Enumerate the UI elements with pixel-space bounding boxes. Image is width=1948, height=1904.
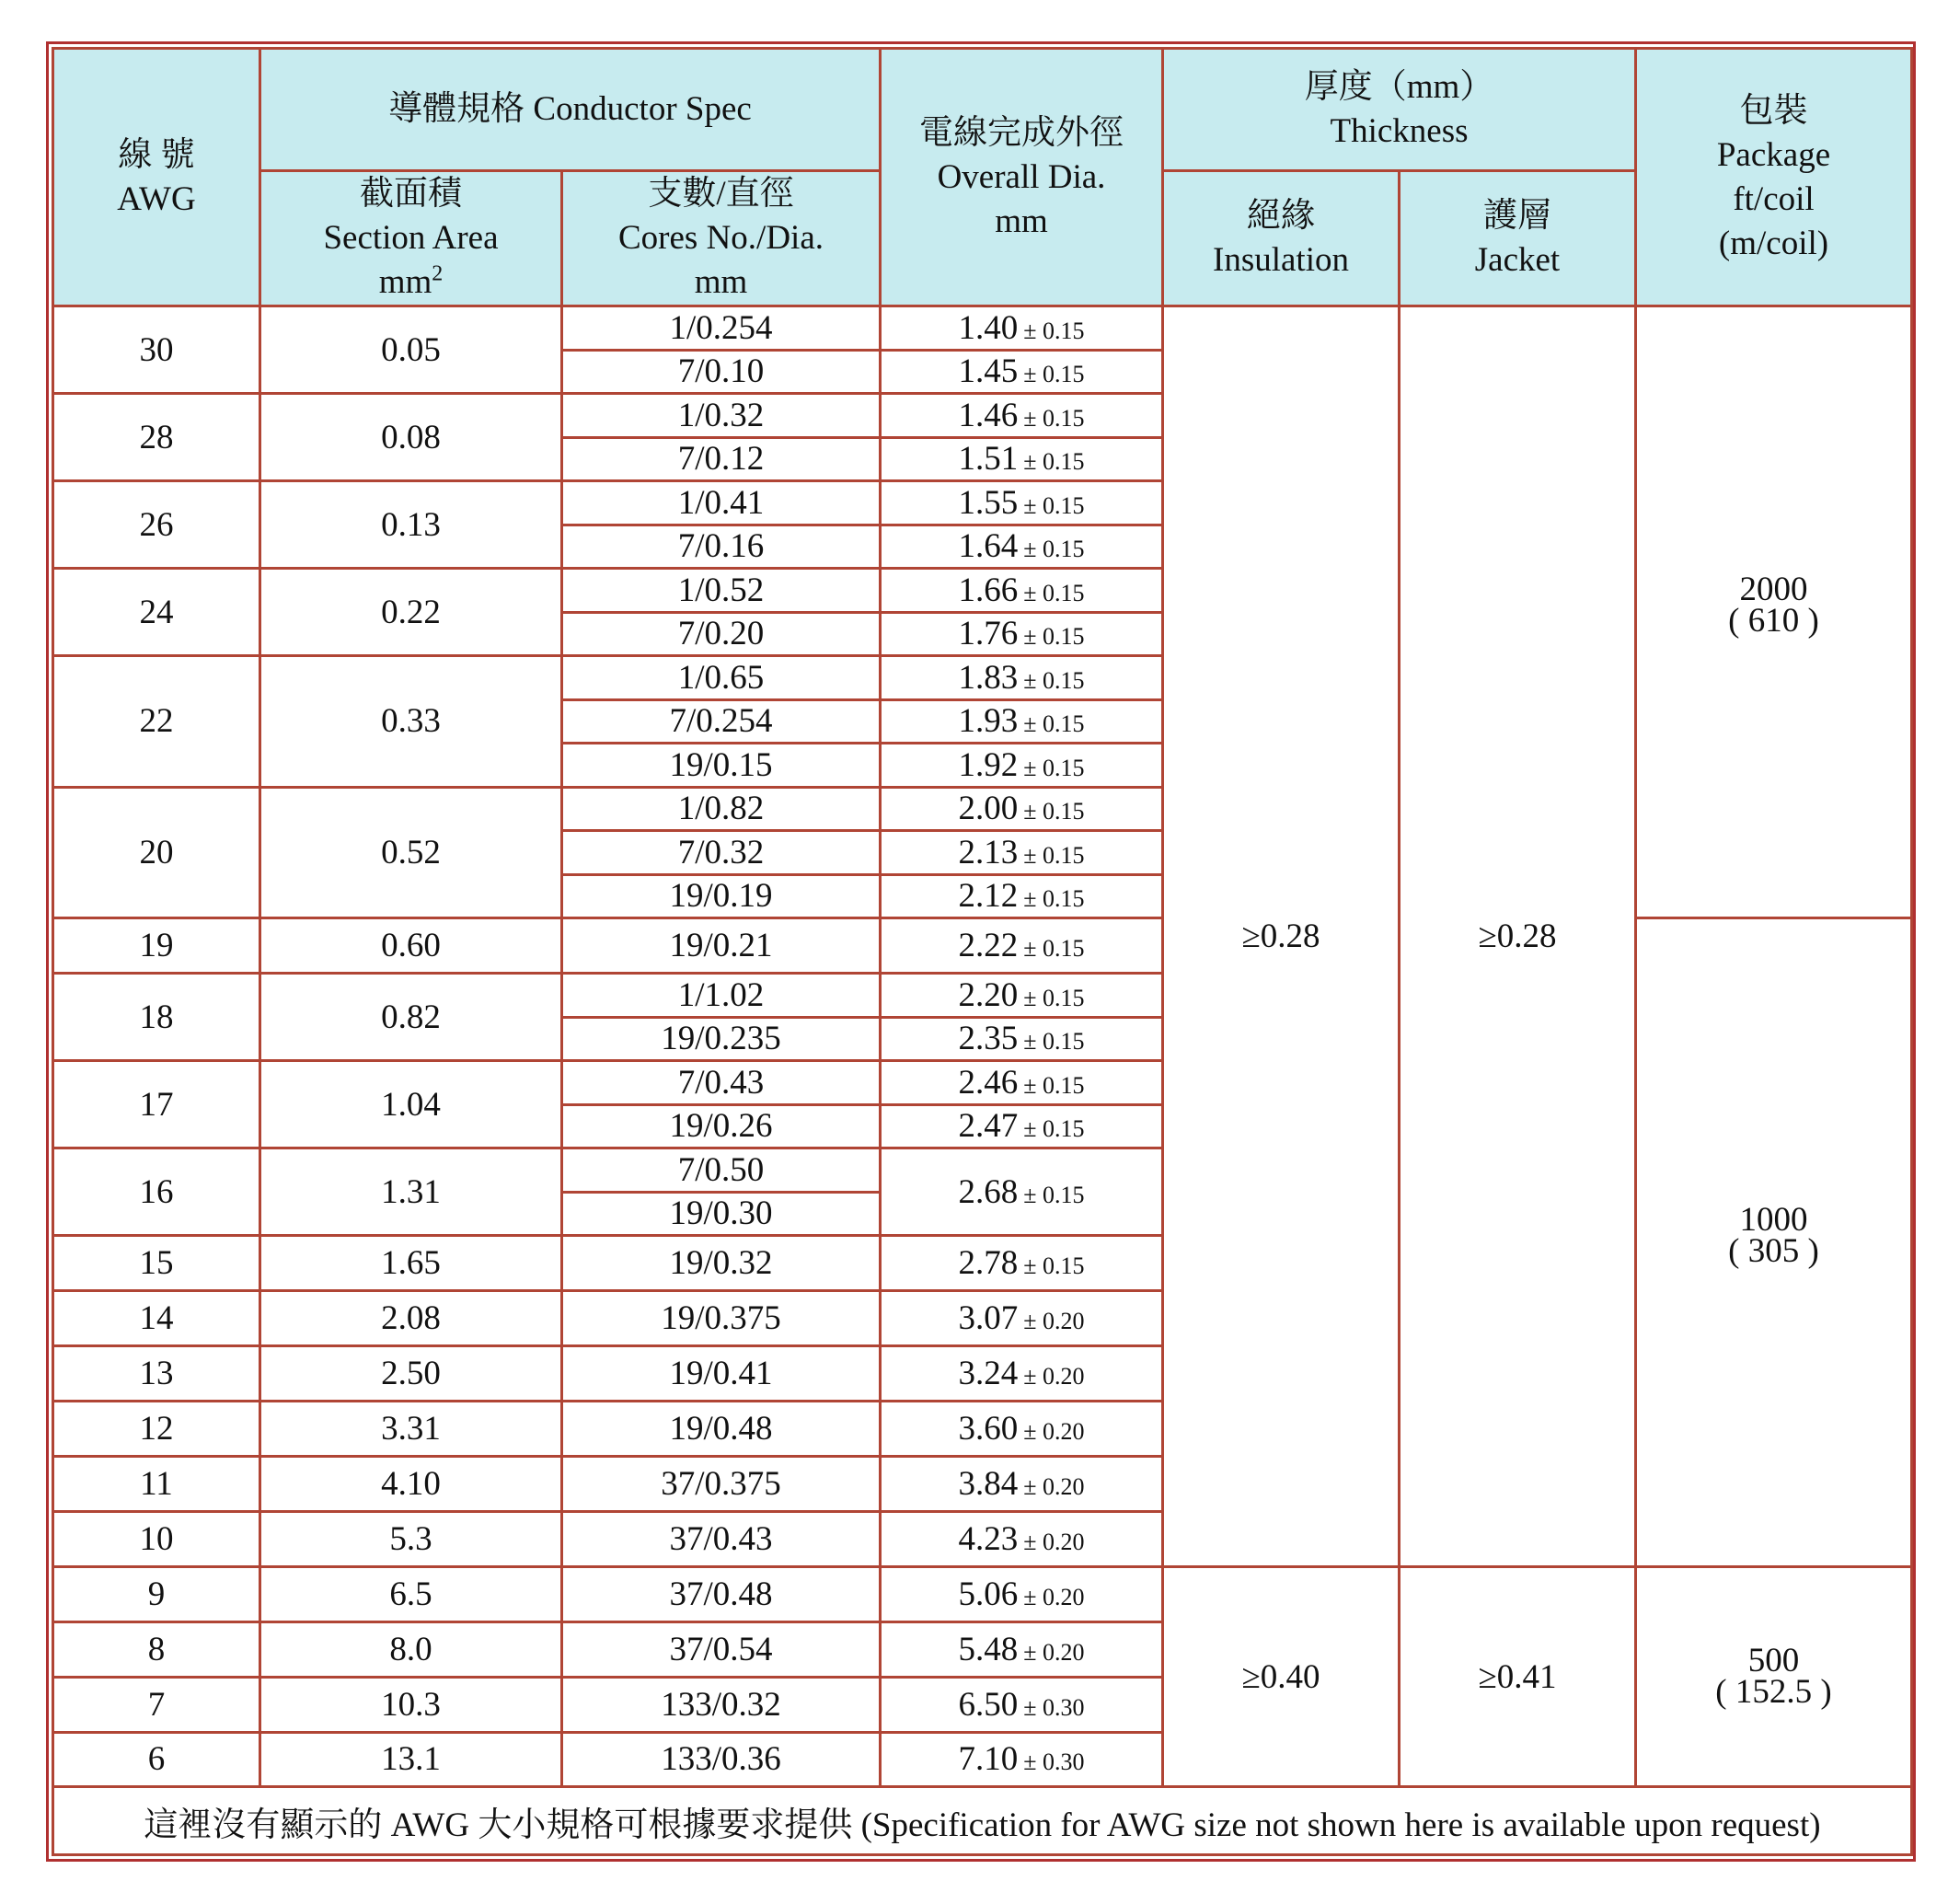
dia-tolerance: ± 0.20 (1023, 1417, 1085, 1445)
thickness-header-en: Thickness (1330, 112, 1469, 150)
insulation-cell: ≥0.28 (1163, 306, 1400, 1567)
overall-dia-cell (881, 1511, 1163, 1566)
package-header-unit2: (m/coil) (1718, 224, 1829, 262)
insulation-header (1163, 171, 1400, 306)
dia-value: 5.06 (958, 1575, 1019, 1613)
insulation-header-cn: 絕緣 (1247, 197, 1315, 235)
cores-header-en: Cores No./Dia. (618, 219, 824, 257)
package-cell (1636, 918, 1912, 1567)
table-row (53, 1566, 1912, 1621)
awg-cell: 22 (53, 656, 260, 788)
cores-cell: 133/0.36 (562, 1732, 881, 1787)
awg-cell: 13 (53, 1346, 260, 1402)
overall-dia-cell (881, 1104, 1163, 1148)
cores-cell: 7/0.32 (562, 831, 881, 875)
footnote: 這裡沒有顯示的 AWG 大小規格可根據要求提供 (Specification for AWG size not shown here is available upon request) (53, 1787, 1912, 1855)
awg-cell: 18 (53, 974, 260, 1061)
dia-tolerance: ± 0.15 (1023, 885, 1085, 913)
awg-cell: 20 (53, 787, 260, 918)
thickness-header-cn: 厚度（mm） (1304, 68, 1494, 106)
awg-cell: 26 (53, 481, 260, 569)
overall-dia-cell (881, 481, 1163, 525)
dia-tolerance: ± 0.30 (1023, 1748, 1085, 1776)
jacket-header-cn: 護層 (1483, 197, 1551, 235)
section-area-cell: 0.13 (260, 481, 562, 569)
section-area-cell: 0.05 (260, 306, 562, 394)
awg-cell: 9 (53, 1566, 260, 1621)
dia-value: 3.24 (958, 1355, 1019, 1393)
overall-dia-cell (881, 394, 1163, 438)
cores-cell: 19/0.15 (562, 744, 881, 788)
section-area-cell: 5.3 (260, 1511, 562, 1566)
section-area-cell: 1.31 (260, 1148, 562, 1236)
awg-cell: 28 (53, 394, 260, 481)
awg-header-en: AWG (117, 179, 196, 218)
dia-tolerance: ± 0.20 (1023, 1583, 1085, 1610)
overall-dia-cell (881, 437, 1163, 481)
wire-spec-table (52, 47, 1913, 1856)
table-body (53, 306, 1912, 1855)
overall-dia-cell (881, 1061, 1163, 1105)
dia-tolerance: ± 0.15 (1023, 536, 1085, 563)
section-area-cell: 3.31 (260, 1402, 562, 1457)
awg-cell: 14 (53, 1291, 260, 1346)
overall-dia-cell (881, 1236, 1163, 1291)
cores-header (562, 171, 881, 306)
dia-tolerance: ± 0.15 (1023, 1252, 1085, 1280)
dia-tolerance: ± 0.15 (1023, 448, 1085, 476)
dia-tolerance: ± 0.15 (1023, 361, 1085, 388)
section-area-cell: 6.5 (260, 1566, 562, 1621)
cores-cell: 7/0.20 (562, 612, 881, 656)
package-header-en: Package (1716, 135, 1831, 174)
package-ft: 1000 (1739, 1201, 1808, 1240)
dia-tolerance: ± 0.15 (1023, 841, 1085, 869)
dia-value: 2.46 (958, 1063, 1019, 1102)
conductor-header: 導體規格 Conductor Spec (260, 49, 881, 171)
cores-header-unit: mm (694, 263, 748, 301)
dia-value: 2.78 (958, 1244, 1019, 1283)
section-area-cell: 13.1 (260, 1732, 562, 1787)
awg-cell: 10 (53, 1511, 260, 1566)
dia-tolerance: ± 0.20 (1023, 1472, 1085, 1500)
dia-tolerance: ± 0.15 (1023, 1181, 1085, 1208)
table-row (53, 306, 1912, 351)
dia-tolerance: ± 0.15 (1023, 1028, 1085, 1056)
section-header-cn: 截面積 (360, 175, 462, 213)
awg-header (53, 49, 260, 306)
dia-value: 2.13 (958, 833, 1019, 871)
overall-dia-cell (881, 1346, 1163, 1402)
cores-cell: 1/0.41 (562, 481, 881, 525)
overall-dia-cell (881, 744, 1163, 788)
dia-value: 3.84 (958, 1464, 1019, 1503)
section-area-cell: 2.08 (260, 1291, 562, 1346)
cores-cell: 7/0.50 (562, 1148, 881, 1193)
dia-value: 1.83 (958, 658, 1019, 697)
dia-tolerance: ± 0.15 (1023, 317, 1085, 344)
dia-tolerance: ± 0.15 (1023, 491, 1085, 519)
overall-dia-cell (881, 350, 1163, 394)
dia-value: 1.93 (958, 702, 1019, 741)
section-area-cell: 0.08 (260, 394, 562, 481)
package-ft: 500 (1747, 1642, 1800, 1680)
dia-value: 3.07 (958, 1299, 1019, 1338)
dia-value: 3.60 (958, 1409, 1019, 1448)
section-area-cell: 0.82 (260, 974, 562, 1061)
overall-dia-cell (881, 1291, 1163, 1346)
section-header-unit (261, 260, 560, 305)
overall-dia-cell (881, 656, 1163, 700)
cores-cell: 19/0.48 (562, 1402, 881, 1457)
jacket-header (1400, 171, 1636, 306)
overall-dia-cell (881, 1017, 1163, 1061)
dia-value: 1.40 (958, 308, 1019, 347)
package-header (1636, 49, 1912, 306)
dia-value: 6.50 (958, 1685, 1019, 1724)
section-area-cell: 0.52 (260, 787, 562, 918)
dia-value: 1.45 (958, 352, 1019, 391)
section-area-cell: 1.04 (260, 1061, 562, 1148)
dia-tolerance: ± 0.20 (1023, 1528, 1085, 1555)
section-area-cell: 2.50 (260, 1346, 562, 1402)
awg-cell: 16 (53, 1148, 260, 1236)
cores-cell: 7/0.16 (562, 525, 881, 569)
dia-value: 2.22 (958, 927, 1019, 965)
dia-tolerance: ± 0.15 (1023, 935, 1085, 963)
overall-dia-cell (881, 306, 1163, 351)
cores-cell: 7/0.12 (562, 437, 881, 481)
dia-value: 1.66 (958, 571, 1019, 609)
jacket-cell: ≥0.28 (1400, 306, 1636, 1567)
overall-dia-cell (881, 918, 1163, 974)
overall-dia-cell (881, 974, 1163, 1018)
dia-value: 2.68 (958, 1172, 1019, 1211)
package-m: ( 610 ) (1728, 602, 1819, 640)
dia-value: 2.00 (958, 790, 1019, 828)
jacket-cell: ≥0.41 (1400, 1566, 1636, 1787)
cores-cell: 37/0.43 (562, 1511, 881, 1566)
overall-header-cn: 電線完成外徑 (919, 113, 1124, 152)
package-cell (1636, 306, 1912, 918)
thickness-header (1163, 49, 1636, 171)
awg-cell: 8 (53, 1621, 260, 1677)
dia-tolerance: ± 0.30 (1023, 1693, 1085, 1721)
dia-value: 1.92 (958, 745, 1019, 784)
section-area-cell: 1.65 (260, 1236, 562, 1291)
dia-value: 1.76 (958, 615, 1019, 653)
section-area-cell: 8.0 (260, 1621, 562, 1677)
cores-cell: 7/0.43 (562, 1061, 881, 1105)
awg-cell: 30 (53, 306, 260, 394)
section-unit-sup: 2 (432, 261, 444, 286)
dia-tolerance: ± 0.15 (1023, 666, 1085, 694)
overall-dia-cell (881, 525, 1163, 569)
dia-tolerance: ± 0.20 (1023, 1363, 1085, 1390)
dia-tolerance: ± 0.15 (1023, 754, 1085, 781)
cores-cell: 37/0.54 (562, 1621, 881, 1677)
overall-header-unit: mm (995, 202, 1048, 240)
cores-cell: 1/0.82 (562, 787, 881, 831)
awg-cell: 24 (53, 569, 260, 656)
overall-dia-cell (881, 1148, 1163, 1236)
insulation-cell: ≥0.40 (1163, 1566, 1400, 1787)
dia-tolerance: ± 0.15 (1023, 984, 1085, 1011)
section-area-cell: 4.10 (260, 1456, 562, 1511)
awg-cell: 7 (53, 1677, 260, 1732)
overall-dia-cell (881, 1402, 1163, 1457)
package-m: ( 305 ) (1728, 1232, 1819, 1271)
overall-dia-cell (881, 787, 1163, 831)
overall-dia-cell (881, 831, 1163, 875)
dia-tolerance: ± 0.15 (1023, 579, 1085, 606)
overall-header (881, 49, 1163, 306)
awg-cell: 19 (53, 918, 260, 974)
dia-value: 7.10 (958, 1740, 1019, 1779)
jacket-header-en: Jacket (1474, 241, 1561, 279)
cores-cell: 37/0.375 (562, 1456, 881, 1511)
dia-value: 1.55 (958, 483, 1019, 522)
cores-cell: 19/0.26 (562, 1104, 881, 1148)
section-area-header (260, 171, 562, 306)
overall-dia-cell (881, 1456, 1163, 1511)
package-cell (1636, 1566, 1912, 1787)
cores-cell: 19/0.41 (562, 1346, 881, 1402)
dia-tolerance: ± 0.15 (1023, 1115, 1085, 1143)
cores-cell: 1/0.254 (562, 306, 881, 351)
awg-cell: 12 (53, 1402, 260, 1457)
dia-tolerance: ± 0.20 (1023, 1308, 1085, 1335)
section-area-cell: 0.60 (260, 918, 562, 974)
cores-cell: 19/0.235 (562, 1017, 881, 1061)
cores-cell: 1/1.02 (562, 974, 881, 1018)
overall-dia-cell (881, 874, 1163, 918)
dia-tolerance: ± 0.15 (1023, 1071, 1085, 1099)
awg-cell: 15 (53, 1236, 260, 1291)
cores-cell: 1/0.32 (562, 394, 881, 438)
overall-dia-cell (881, 1677, 1163, 1732)
awg-cell: 11 (53, 1456, 260, 1511)
section-header-en: Section Area (323, 219, 499, 257)
overall-dia-cell (881, 699, 1163, 744)
cores-cell: 1/0.52 (562, 569, 881, 613)
cores-cell: 19/0.375 (562, 1291, 881, 1346)
dia-value: 5.48 (958, 1630, 1019, 1668)
dia-value: 2.35 (958, 1020, 1019, 1058)
dia-value: 1.51 (958, 440, 1019, 479)
awg-cell: 17 (53, 1061, 260, 1148)
overall-dia-cell (881, 1621, 1163, 1677)
dia-tolerance: ± 0.15 (1023, 623, 1085, 651)
dia-tolerance: ± 0.15 (1023, 710, 1085, 738)
package-header-cn: 包裝 (1739, 91, 1808, 130)
note-row (53, 1787, 1912, 1855)
cores-cell: 133/0.32 (562, 1677, 881, 1732)
dia-value: 1.64 (958, 527, 1019, 566)
cores-cell: 19/0.32 (562, 1236, 881, 1291)
awg-header-cn: 線 號 (118, 135, 195, 174)
dia-value: 2.12 (958, 877, 1019, 916)
dia-value: 2.20 (958, 975, 1019, 1014)
cores-cell: 1/0.65 (562, 656, 881, 700)
insulation-header-en: Insulation (1213, 241, 1349, 279)
cores-cell: 19/0.21 (562, 918, 881, 974)
overall-dia-cell (881, 612, 1163, 656)
section-area-cell: 0.22 (260, 569, 562, 656)
cores-cell: 7/0.254 (562, 699, 881, 744)
cores-header-cn: 支數/直徑 (648, 175, 794, 213)
section-area-cell: 0.33 (260, 656, 562, 788)
overall-dia-cell (881, 569, 1163, 613)
cores-cell: 7/0.10 (562, 350, 881, 394)
cores-cell: 37/0.48 (562, 1566, 881, 1621)
overall-header-en: Overall Dia. (937, 157, 1106, 196)
package-m: ( 152.5 ) (1715, 1673, 1832, 1712)
cores-cell: 19/0.19 (562, 874, 881, 918)
section-area-cell: 10.3 (260, 1677, 562, 1732)
package-ft: 2000 (1739, 571, 1808, 608)
section-unit: mm (378, 263, 432, 301)
dia-value: 4.23 (958, 1519, 1019, 1558)
package-header-unit1: ft/coil (1733, 179, 1815, 218)
overall-dia-cell (881, 1732, 1163, 1787)
awg-cell: 6 (53, 1732, 260, 1787)
dia-tolerance: ± 0.20 (1023, 1638, 1085, 1666)
dia-value: 2.47 (958, 1107, 1019, 1146)
dia-value: 1.46 (958, 396, 1019, 434)
cores-cell: 19/0.30 (562, 1192, 881, 1236)
dia-tolerance: ± 0.15 (1023, 798, 1085, 825)
overall-dia-cell (881, 1566, 1163, 1621)
dia-tolerance: ± 0.15 (1023, 404, 1085, 432)
